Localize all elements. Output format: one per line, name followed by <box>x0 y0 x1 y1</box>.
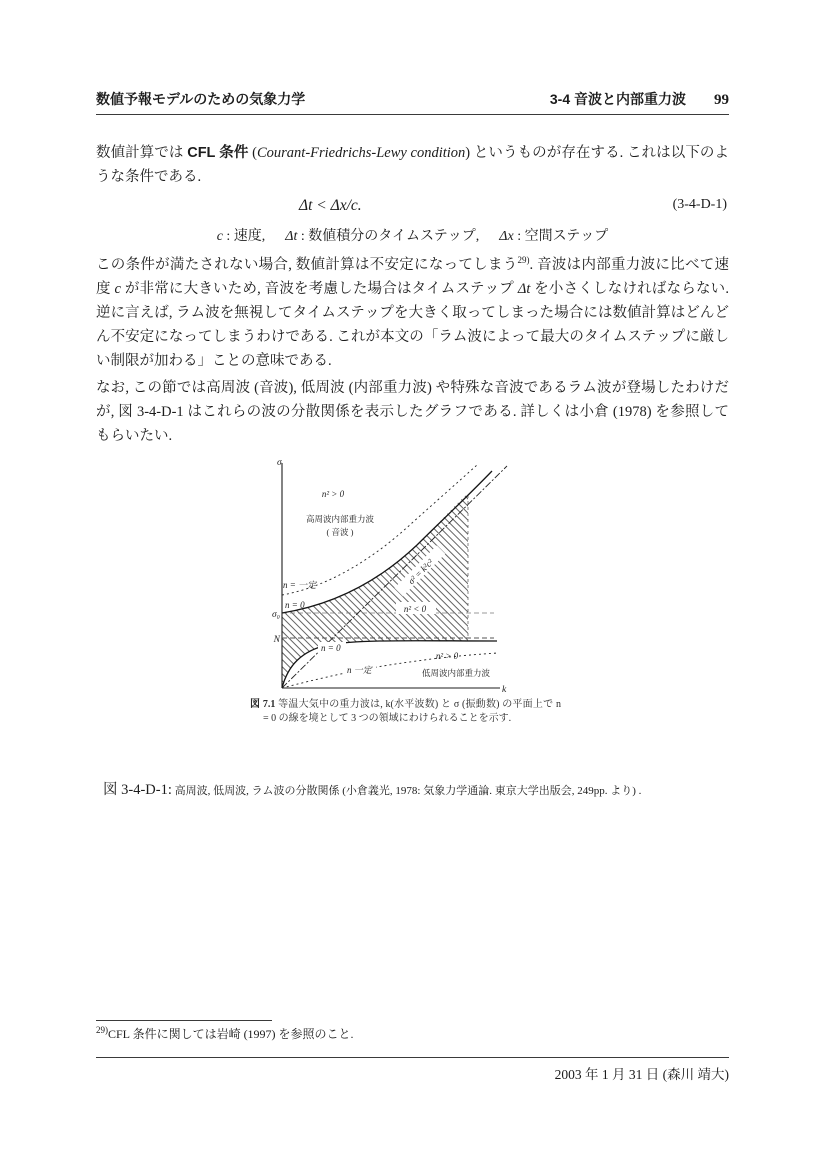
text-run: ( <box>248 145 257 161</box>
equation-symbol-definitions <box>96 225 729 245</box>
page-number: 99 <box>714 92 729 108</box>
header-book-title: 数値予報モデルのための気象力学 <box>96 91 306 107</box>
equation-cfl: Δt < Δx/c. <box>299 197 362 214</box>
footnote-29 <box>96 1025 729 1042</box>
figure-inner-caption-label: 図 7.1 <box>250 699 276 710</box>
text-run: なお, この節では高周波 (音波), 低周波 (内部重力波) や特殊な音波であるラム波が登場したわけだが, 図 3-4-D-1 はこれらの波の分散関係を表示したグラフである. 詳しくは小倉 (1978) を参照してもらいたい. <box>96 380 729 444</box>
acoustic-diagonal-dashdot-line <box>282 466 507 688</box>
region-bottom-name-label: 低周波内部重力波 <box>421 668 491 678</box>
symbol-dt: Δt <box>285 229 298 244</box>
footnote-reference-29: 29) <box>517 255 530 266</box>
footnote-separator <box>96 1020 272 1021</box>
footer-rule <box>96 1057 729 1058</box>
footnote-marker: 29) <box>96 1025 108 1035</box>
N-tick-label: N <box>273 635 280 645</box>
dispersion-graph <box>272 455 532 695</box>
text-run: この条件が満たされない場合, 数値計算は不安定になってしまう <box>96 257 518 273</box>
header-section-title: 3-4 音波と内部重力波 <box>549 91 686 107</box>
figure-inner-caption-text: 等温大気中の重力波は, k(水平波数) と σ (振動数) の平面上で n = 0 の線を境として 3 つの領域にわけられることを示す. <box>263 699 562 724</box>
region-top-n2-positive-label: n² > 0 <box>321 489 345 499</box>
def-dt: : 数値積分のタイムステップ, <box>297 229 480 244</box>
region-top-name-label: 高周波内部重力波 <box>305 514 375 524</box>
sigma0-tick-label: σ₀ <box>272 610 280 620</box>
figure-inner-caption <box>250 698 561 725</box>
figure-caption-text: 高周波, 低周波, ラム波の分散関係 (小倉義光, 1978: 気象力学通論. 東京大学出版会, 249pp. より) . <box>171 785 642 797</box>
figure-caption-label: 図 3-4-D-1: <box>103 782 172 798</box>
upper-n-constant-label: n = 一定 <box>283 580 317 590</box>
figure-caption <box>96 778 736 799</box>
diagonal-line-label: σ² = k²c² <box>406 557 436 587</box>
region-mid-n2-negative-label: n² < 0 <box>403 604 427 614</box>
sigma-axis-label: σ <box>277 458 282 468</box>
symbol-c: c <box>216 229 223 244</box>
footer-date-author: 2003 年 1 月 31 日 (森川 靖大) <box>554 1067 729 1082</box>
equation-number: (3-4-D-1) <box>672 197 727 212</box>
paragraph-figure-intro <box>96 376 729 448</box>
equation-row <box>96 197 729 219</box>
footnote-text: CFL 条件に関しては岩崎 (1997) を参照のこと. <box>108 1027 354 1041</box>
region-top-name2-label: ( 音波 ) <box>326 527 354 537</box>
text-run: 数値計算では <box>96 145 188 161</box>
cfl-condition-english: Courant-Friedrichs-Lewy condition <box>256 145 466 161</box>
header-section-area <box>550 89 729 109</box>
text-run: ) というものが存在する. これは以下のような条件である. <box>96 145 730 185</box>
lower-n-constant-label: n 一定 <box>347 665 372 675</box>
text-run: が非常に大きいため, 音波を考慮した場合はタイムステップ <box>120 281 518 297</box>
page-header <box>96 89 729 115</box>
cfl-condition-bold: CFL 条件 <box>187 145 249 161</box>
paragraph-cfl-discussion <box>96 253 729 373</box>
text-run: を小さくしなければならない. 逆に言えば, ラム波を無視してタイムステップを大きく取ってしまった場合には数値計算はどんどん不安定になってしまうわけである. これが本文の「ラム波によって最大のタイムステップに厳しい制限が加わる」ことの意味である. <box>96 281 730 369</box>
k-axis-label: k <box>502 685 507 695</box>
def-c: : 速度, <box>222 229 266 244</box>
paragraph-cfl-intro <box>96 141 729 189</box>
def-dx: : 空間ステップ <box>513 229 609 244</box>
region-bottom-n2-positive-label: n² > 0 <box>435 651 459 661</box>
text-run: . 音波は内部重力波に比べて速度 <box>96 257 730 297</box>
symbol-dx: Δx <box>499 229 514 244</box>
lower-n0-label: n = 0 <box>321 643 341 653</box>
upper-n0-label: n = 0 <box>285 600 305 610</box>
symbol-dt-inline: Δt <box>517 281 531 297</box>
symbol-c-inline: c <box>114 281 121 297</box>
